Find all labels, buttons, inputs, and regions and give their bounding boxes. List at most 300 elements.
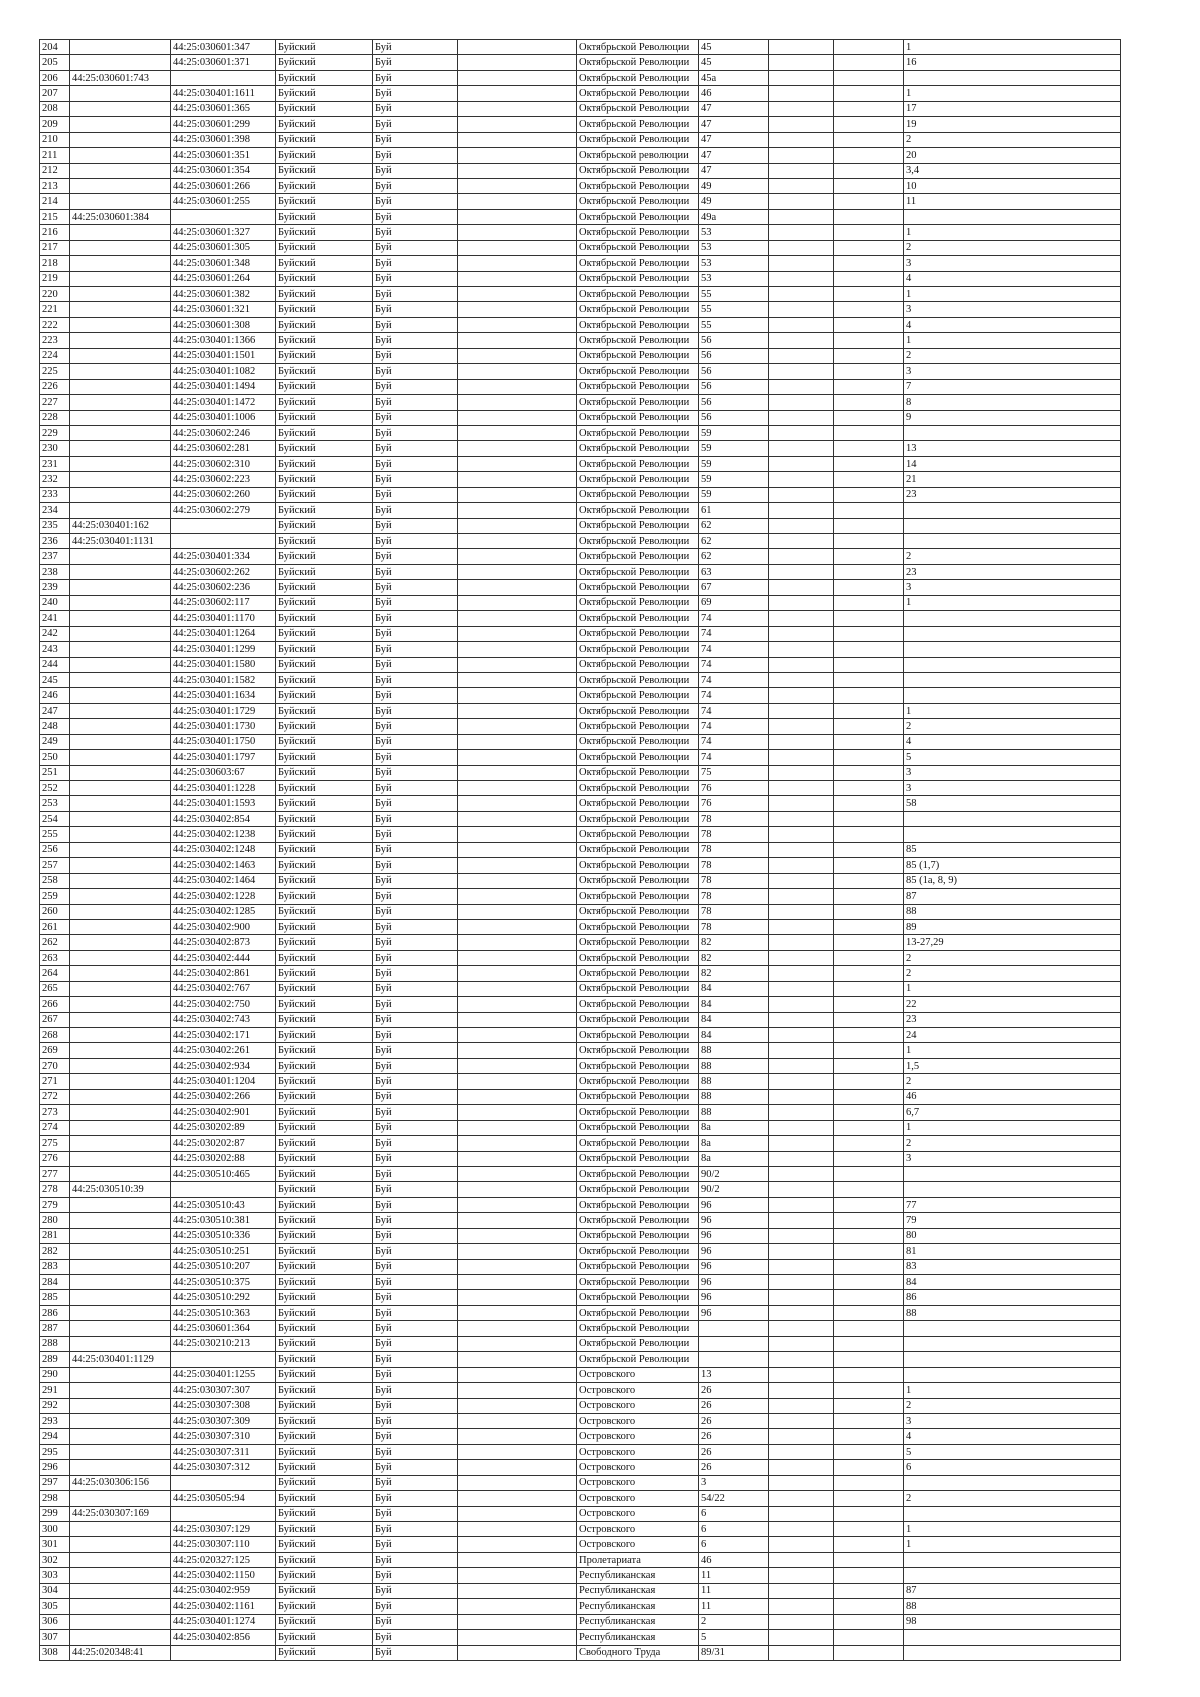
apartment-cell: 2: [904, 348, 1121, 363]
district-cell: Буйский: [276, 1058, 373, 1073]
apartment-cell: [904, 1321, 1121, 1336]
city-cell: Буй: [373, 1136, 458, 1151]
table-row: [40, 811, 1121, 826]
structure-cell: [834, 1275, 904, 1290]
settlement-cell: [458, 348, 577, 363]
apartment-cell: 1: [904, 1383, 1121, 1398]
district-cell: Буйский: [276, 487, 373, 502]
table-row: [40, 611, 1121, 626]
street-cell: Октябрьской Революции: [577, 1089, 699, 1104]
table-row: [40, 503, 1121, 518]
house-number-cell: 74: [699, 688, 769, 703]
row-number-cell: 207: [40, 86, 70, 101]
apartment-cell: 14: [904, 456, 1121, 471]
settlement-cell: [458, 950, 577, 965]
house-number-cell: 47: [699, 101, 769, 116]
street-cell: Октябрьской Революции: [577, 935, 699, 950]
house-number-cell: [699, 1336, 769, 1351]
structure-cell: [834, 580, 904, 595]
apartment-cell: 10: [904, 178, 1121, 193]
table-row: [40, 1413, 1121, 1428]
table-row: [40, 1367, 1121, 1382]
district-cell: Буйский: [276, 70, 373, 85]
row-number-cell: 223: [40, 333, 70, 348]
cadastral-number-cell: 44:25:030603:67: [171, 765, 276, 780]
apartment-cell: 22: [904, 997, 1121, 1012]
cadastral-number-cell: 44:25:030402:856: [171, 1630, 276, 1645]
street-cell: Октябрьской Революции: [577, 1058, 699, 1073]
settlement-cell: [458, 55, 577, 70]
settlement-cell: [458, 1645, 577, 1660]
city-cell: Буй: [373, 873, 458, 888]
cadastral-number-cell: 44:25:030601:365: [171, 101, 276, 116]
table-row: [40, 719, 1121, 734]
building-cell: [769, 1522, 834, 1537]
building-cell: [769, 1413, 834, 1428]
apartment-cell: [904, 1552, 1121, 1567]
structure-cell: [834, 1151, 904, 1166]
building-cell: [769, 1213, 834, 1228]
city-cell: Буй: [373, 1043, 458, 1058]
cadastral-number-cell: 44:25:030402:873: [171, 935, 276, 950]
row-number-cell: 268: [40, 1028, 70, 1043]
settlement-cell: [458, 364, 577, 379]
settlement-cell: [458, 626, 577, 641]
house-number-cell: 56: [699, 333, 769, 348]
table-row: [40, 271, 1121, 286]
building-cell: [769, 719, 834, 734]
row-number-cell: 296: [40, 1460, 70, 1475]
settlement-cell: [458, 395, 577, 410]
cadastral-number-cell: 44:25:030402:900: [171, 919, 276, 934]
apartment-cell: [904, 1367, 1121, 1382]
parent-cadastral-number-cell: [70, 595, 171, 610]
parent-cadastral-number-cell: [70, 1074, 171, 1089]
house-number-cell: 6: [699, 1537, 769, 1552]
structure-cell: [834, 765, 904, 780]
district-cell: Буйский: [276, 1336, 373, 1351]
settlement-cell: [458, 317, 577, 332]
street-cell: Октябрьской Революции: [577, 1166, 699, 1181]
table-row: [40, 1043, 1121, 1058]
cadastral-number-cell: 44:25:030401:334: [171, 549, 276, 564]
structure-cell: [834, 657, 904, 672]
apartment-cell: [904, 534, 1121, 549]
cadastral-number-cell: 44:25:030202:87: [171, 1136, 276, 1151]
table-row: [40, 209, 1121, 224]
apartment-cell: 4: [904, 734, 1121, 749]
cadastral-number-cell: 44:25:030402:444: [171, 950, 276, 965]
cadastral-number-cell: 44:25:030401:1611: [171, 86, 276, 101]
settlement-cell: [458, 549, 577, 564]
structure-cell: [834, 1213, 904, 1228]
cadastral-number-cell: 44:25:030307:129: [171, 1522, 276, 1537]
building-cell: [769, 86, 834, 101]
apartment-cell: [904, 1475, 1121, 1490]
house-number-cell: 88: [699, 1058, 769, 1073]
apartment-cell: 4: [904, 317, 1121, 332]
row-number-cell: 219: [40, 271, 70, 286]
city-cell: Буй: [373, 950, 458, 965]
settlement-cell: [458, 1028, 577, 1043]
district-cell: Буйский: [276, 1321, 373, 1336]
table-row: [40, 1645, 1121, 1660]
apartment-cell: 4: [904, 271, 1121, 286]
cadastral-number-cell: 44:25:030401:1255: [171, 1367, 276, 1382]
structure-cell: [834, 842, 904, 857]
cadastral-number-cell: 44:25:030401:1274: [171, 1614, 276, 1629]
apartment-cell: [904, 503, 1121, 518]
house-number-cell: 26: [699, 1398, 769, 1413]
table-row: [40, 487, 1121, 502]
street-cell: Октябрьской Революции: [577, 1197, 699, 1212]
settlement-cell: [458, 1058, 577, 1073]
city-cell: Буй: [373, 1012, 458, 1027]
house-number-cell: 47: [699, 117, 769, 132]
parent-cadastral-number-cell: [70, 719, 171, 734]
settlement-cell: [458, 240, 577, 255]
street-cell: Октябрьской Революции: [577, 86, 699, 101]
building-cell: [769, 564, 834, 579]
table-row: [40, 1583, 1121, 1598]
house-number-cell: 74: [699, 611, 769, 626]
structure-cell: [834, 425, 904, 440]
settlement-cell: [458, 719, 577, 734]
row-number-cell: 291: [40, 1383, 70, 1398]
cadastral-number-cell: 44:25:030401:1501: [171, 348, 276, 363]
house-number-cell: 59: [699, 487, 769, 502]
apartment-cell: [904, 642, 1121, 657]
building-cell: [769, 1630, 834, 1645]
house-number-cell: 88: [699, 1074, 769, 1089]
row-number-cell: 231: [40, 456, 70, 471]
street-cell: Октябрьской Революции: [577, 379, 699, 394]
settlement-cell: [458, 750, 577, 765]
building-cell: [769, 148, 834, 163]
building-cell: [769, 642, 834, 657]
settlement-cell: [458, 1228, 577, 1243]
building-cell: [769, 1583, 834, 1598]
parent-cadastral-number-cell: 44:25:030307:169: [70, 1506, 171, 1521]
apartment-cell: 2: [904, 549, 1121, 564]
apartment-cell: 1: [904, 333, 1121, 348]
table-row: [40, 966, 1121, 981]
structure-cell: [834, 611, 904, 626]
row-number-cell: 238: [40, 564, 70, 579]
parent-cadastral-number-cell: [70, 441, 171, 456]
parent-cadastral-number-cell: [70, 1058, 171, 1073]
structure-cell: [834, 1568, 904, 1583]
city-cell: Буй: [373, 1568, 458, 1583]
district-cell: Буйский: [276, 1182, 373, 1197]
house-number-cell: 59: [699, 425, 769, 440]
house-number-cell: 63: [699, 564, 769, 579]
building-cell: [769, 1259, 834, 1274]
city-cell: Буй: [373, 796, 458, 811]
city-cell: Буй: [373, 719, 458, 734]
row-number-cell: 256: [40, 842, 70, 857]
city-cell: Буй: [373, 302, 458, 317]
row-number-cell: 225: [40, 364, 70, 379]
parent-cadastral-number-cell: [70, 472, 171, 487]
table-row: [40, 1475, 1121, 1490]
settlement-cell: [458, 1568, 577, 1583]
settlement-cell: [458, 487, 577, 502]
cadastral-number-cell: 44:25:030307:310: [171, 1429, 276, 1444]
city-cell: Буй: [373, 1630, 458, 1645]
cadastral-number-cell: 44:25:030402:1463: [171, 858, 276, 873]
parent-cadastral-number-cell: [70, 1460, 171, 1475]
street-cell: Октябрьской Революции: [577, 657, 699, 672]
street-cell: Октябрьской Революции: [577, 117, 699, 132]
table-row: [40, 1398, 1121, 1413]
settlement-cell: [458, 178, 577, 193]
structure-cell: [834, 410, 904, 425]
row-number-cell: 210: [40, 132, 70, 147]
street-cell: Октябрьской Революции: [577, 101, 699, 116]
cadastral-number-cell: 44:25:030601:371: [171, 55, 276, 70]
structure-cell: [834, 827, 904, 842]
parent-cadastral-number-cell: [70, 395, 171, 410]
cadastral-number-cell: 44:25:030602:223: [171, 472, 276, 487]
street-cell: Октябрьской Революции: [577, 642, 699, 657]
city-cell: Буй: [373, 194, 458, 209]
parent-cadastral-number-cell: [70, 317, 171, 332]
row-number-cell: 292: [40, 1398, 70, 1413]
structure-cell: [834, 626, 904, 641]
district-cell: Буйский: [276, 1537, 373, 1552]
parent-cadastral-number-cell: [70, 873, 171, 888]
settlement-cell: [458, 611, 577, 626]
parent-cadastral-number-cell: [70, 163, 171, 178]
city-cell: Буй: [373, 395, 458, 410]
cadastral-number-cell: 44:25:030510:207: [171, 1259, 276, 1274]
cadastral-number-cell: 44:25:030401:1750: [171, 734, 276, 749]
city-cell: Буй: [373, 1506, 458, 1521]
cadastral-number-cell: 44:25:030402:1150: [171, 1568, 276, 1583]
cadastral-number-cell: 44:25:030402:1248: [171, 842, 276, 857]
building-cell: [769, 873, 834, 888]
apartment-cell: 20: [904, 148, 1121, 163]
structure-cell: [834, 333, 904, 348]
building-cell: [769, 1552, 834, 1567]
house-number-cell: 56: [699, 364, 769, 379]
apartment-cell: 79: [904, 1213, 1121, 1228]
parent-cadastral-number-cell: [70, 456, 171, 471]
apartment-cell: 3: [904, 1413, 1121, 1428]
building-cell: [769, 1275, 834, 1290]
house-number-cell: 69: [699, 595, 769, 610]
settlement-cell: [458, 935, 577, 950]
table-row: [40, 642, 1121, 657]
house-number-cell: 46: [699, 1552, 769, 1567]
table-row: [40, 1166, 1121, 1181]
district-cell: Буйский: [276, 1305, 373, 1320]
apartment-cell: 4: [904, 1429, 1121, 1444]
building-cell: [769, 163, 834, 178]
city-cell: Буй: [373, 101, 458, 116]
apartment-cell: 2: [904, 950, 1121, 965]
city-cell: Буй: [373, 642, 458, 657]
district-cell: Буйский: [276, 904, 373, 919]
district-cell: Буйский: [276, 1290, 373, 1305]
settlement-cell: [458, 379, 577, 394]
house-number-cell: 78: [699, 858, 769, 873]
city-cell: Буй: [373, 626, 458, 641]
district-cell: Буйский: [276, 1244, 373, 1259]
cadastral-number-cell: 44:25:030401:1204: [171, 1074, 276, 1089]
apartment-cell: 5: [904, 750, 1121, 765]
cadastral-number-cell: 44:25:030401:1228: [171, 781, 276, 796]
building-cell: [769, 364, 834, 379]
structure-cell: [834, 1645, 904, 1660]
house-number-cell: 45: [699, 40, 769, 55]
row-number-cell: 208: [40, 101, 70, 116]
apartment-cell: 1: [904, 40, 1121, 55]
cadastral-number-cell: 44:25:030202:89: [171, 1120, 276, 1135]
table-row: [40, 194, 1121, 209]
cadastral-number-cell: 44:25:030202:88: [171, 1151, 276, 1166]
structure-cell: [834, 1136, 904, 1151]
house-number-cell: 62: [699, 518, 769, 533]
cadastral-number-cell: 44:25:030402:261: [171, 1043, 276, 1058]
district-cell: Буйский: [276, 1197, 373, 1212]
table-row: [40, 781, 1121, 796]
house-number-cell: 76: [699, 796, 769, 811]
house-number-cell: 76: [699, 781, 769, 796]
street-cell: Октябрьской Революции: [577, 317, 699, 332]
structure-cell: [834, 1089, 904, 1104]
city-cell: Буй: [373, 425, 458, 440]
street-cell: Октябрьской Революции: [577, 858, 699, 873]
row-number-cell: 288: [40, 1336, 70, 1351]
street-cell: Островского: [577, 1444, 699, 1459]
table-row: [40, 534, 1121, 549]
structure-cell: [834, 117, 904, 132]
table-row: [40, 1599, 1121, 1614]
city-cell: Буй: [373, 55, 458, 70]
building-cell: [769, 55, 834, 70]
house-number-cell: 26: [699, 1429, 769, 1444]
district-cell: Буйский: [276, 750, 373, 765]
house-number-cell: 74: [699, 672, 769, 687]
street-cell: Октябрьской Революции: [577, 487, 699, 502]
apartment-cell: 88: [904, 1305, 1121, 1320]
city-cell: Буй: [373, 1599, 458, 1614]
district-cell: Буйский: [276, 719, 373, 734]
parent-cadastral-number-cell: [70, 1228, 171, 1243]
district-cell: Буйский: [276, 395, 373, 410]
table-row: [40, 117, 1121, 132]
district-cell: Буйский: [276, 271, 373, 286]
row-number-cell: 266: [40, 997, 70, 1012]
apartment-cell: 2: [904, 966, 1121, 981]
house-number-cell: 11: [699, 1599, 769, 1614]
settlement-cell: [458, 873, 577, 888]
apartment-cell: [904, 1166, 1121, 1181]
settlement-cell: [458, 672, 577, 687]
row-number-cell: 258: [40, 873, 70, 888]
table-row: [40, 333, 1121, 348]
structure-cell: [834, 1506, 904, 1521]
city-cell: Буй: [373, 750, 458, 765]
street-cell: Республиканская: [577, 1630, 699, 1645]
table-row: [40, 796, 1121, 811]
structure-cell: [834, 549, 904, 564]
house-number-cell: 2: [699, 1614, 769, 1629]
parent-cadastral-number-cell: [70, 1537, 171, 1552]
building-cell: [769, 425, 834, 440]
street-cell: Островского: [577, 1413, 699, 1428]
house-number-cell: 96: [699, 1259, 769, 1274]
building-cell: [769, 302, 834, 317]
table-row: [40, 1089, 1121, 1104]
building-cell: [769, 410, 834, 425]
structure-cell: [834, 132, 904, 147]
city-cell: Буй: [373, 1321, 458, 1336]
table-row: [40, 40, 1121, 55]
parent-cadastral-number-cell: [70, 1522, 171, 1537]
house-number-cell: 82: [699, 966, 769, 981]
parent-cadastral-number-cell: [70, 827, 171, 842]
table-row: [40, 1012, 1121, 1027]
row-number-cell: 294: [40, 1429, 70, 1444]
district-cell: Буйский: [276, 333, 373, 348]
settlement-cell: [458, 1552, 577, 1567]
row-number-cell: 232: [40, 472, 70, 487]
table-row: [40, 348, 1121, 363]
city-cell: Буй: [373, 70, 458, 85]
table-row: [40, 564, 1121, 579]
house-number-cell: 49а: [699, 209, 769, 224]
row-number-cell: 247: [40, 703, 70, 718]
row-number-cell: 214: [40, 194, 70, 209]
parent-cadastral-number-cell: [70, 642, 171, 657]
city-cell: Буй: [373, 1460, 458, 1475]
apartment-cell: 1: [904, 1043, 1121, 1058]
row-number-cell: 224: [40, 348, 70, 363]
table-row: [40, 1151, 1121, 1166]
row-number-cell: 298: [40, 1491, 70, 1506]
apartment-cell: 3: [904, 1151, 1121, 1166]
structure-cell: [834, 1028, 904, 1043]
house-number-cell: 78: [699, 904, 769, 919]
city-cell: Буй: [373, 287, 458, 302]
settlement-cell: [458, 1074, 577, 1089]
house-number-cell: 47: [699, 132, 769, 147]
settlement-cell: [458, 1630, 577, 1645]
apartment-cell: 77: [904, 1197, 1121, 1212]
structure-cell: [834, 379, 904, 394]
apartment-cell: 89: [904, 919, 1121, 934]
apartment-cell: 1: [904, 287, 1121, 302]
structure-cell: [834, 796, 904, 811]
structure-cell: [834, 1197, 904, 1212]
building-cell: [769, 101, 834, 116]
parent-cadastral-number-cell: [70, 1599, 171, 1614]
row-number-cell: 269: [40, 1043, 70, 1058]
settlement-cell: [458, 904, 577, 919]
district-cell: Буйский: [276, 456, 373, 471]
settlement-cell: [458, 1182, 577, 1197]
parent-cadastral-number-cell: [70, 950, 171, 965]
district-cell: Буйский: [276, 688, 373, 703]
settlement-cell: [458, 1213, 577, 1228]
house-number-cell: 54/22: [699, 1491, 769, 1506]
row-number-cell: 243: [40, 642, 70, 657]
cadastral-number-cell: [171, 209, 276, 224]
row-number-cell: 299: [40, 1506, 70, 1521]
